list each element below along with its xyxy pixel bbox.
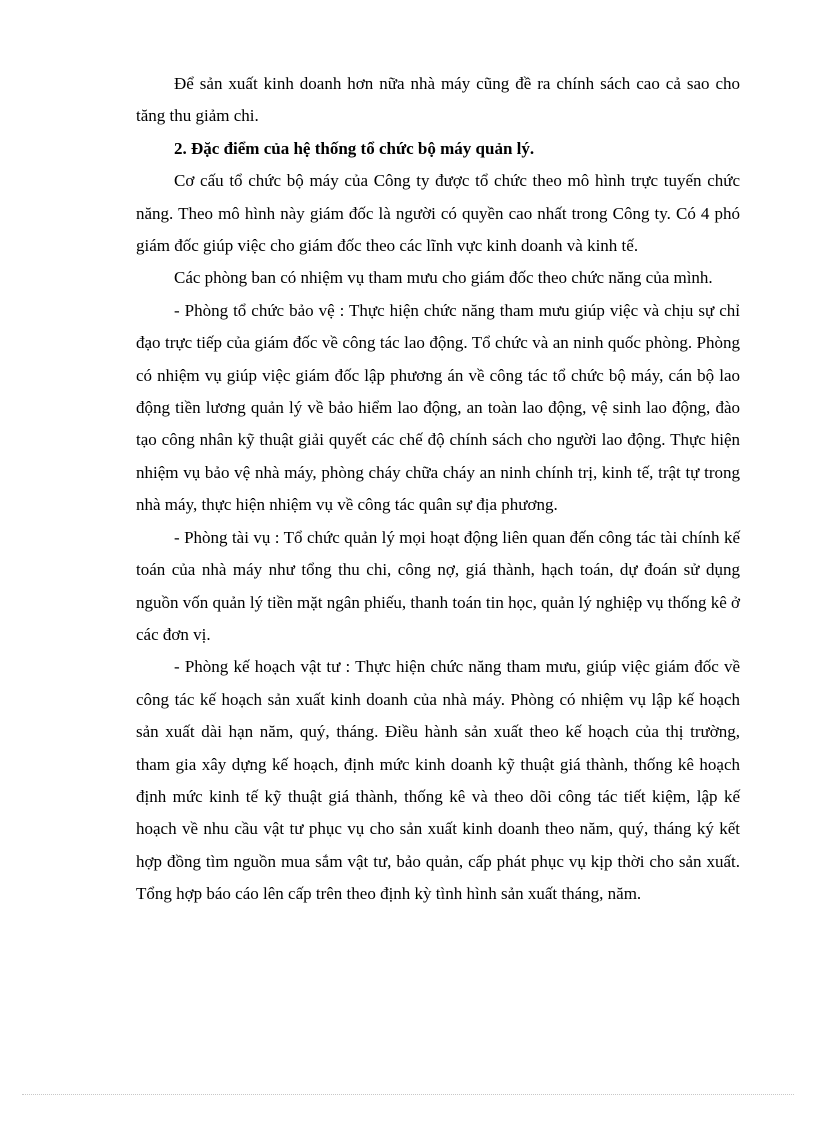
page-bottom-divider xyxy=(22,1094,794,1095)
paragraph-structure: Cơ cấu tổ chức bộ máy của Công ty được tổ chức theo mô hình trực tuyến chức năng. Theo mô hình này giám đốc là người có quyền cao nhất trong Công ty. Có 4 phó giám đốc giúp việc cho giám đốc theo các lĩnh vực kinh doanh và kinh tế. xyxy=(136,171,740,256)
document-page xyxy=(136,68,740,911)
section-heading: 2. Đặc điểm của hệ thống tổ chức bộ máy quản lý. xyxy=(174,138,535,158)
paragraph-security-dept: - Phòng tổ chức bảo vệ : Thực hiện chức năng tham mưu giúp việc và chịu sự chỉ đạo trực tiếp của giám đốc về công tác lao động. Tổ chức và an ninh quốc phòng. Phòng có nhiệm vụ giúp việc giám đốc lập phương án về công tác tổ chức bộ máy, cán bộ lao động tiền lương quản lý về bảo hiểm lao động, an toàn lao động, vệ sinh lao động, đào tạo công nhân kỹ thuật giải quyết các chế độ chính sách cho người lao động. Thực hiện nhiệm vụ bảo vệ nhà máy, phòng cháy chữa cháy an ninh chính trị, kinh tế, trật tự trong nhà máy, thực hiện nhiệm vụ về công tác quân sự địa phương. xyxy=(136,300,740,515)
paragraph-finance-dept: - Phòng tài vụ : Tổ chức quản lý mọi hoạt động liên quan đến công tác tài chính kế toán của nhà máy như tổng thu chi, công nợ, giá thành, hạch toán, dự đoán sử dụng nguồn vốn quản lý tiền mặt ngân phiếu, thanh toán tin học, quản lý nghiệp vụ thống kê ở các đơn vị. xyxy=(136,527,740,644)
paragraph-intro: Để sản xuất kinh doanh hơn nữa nhà máy cũng đề ra chính sách cao cả sao cho tăng thu giảm chi. xyxy=(136,74,740,126)
paragraph-departments: Các phòng ban có nhiệm vụ tham mưu cho giám đốc theo chức năng của mình. xyxy=(174,268,713,288)
paragraph-planning-dept: - Phòng kế hoạch vật tư : Thực hiện chức năng tham mưu, giúp việc giám đốc về công tác kế hoạch sản xuất kinh doanh của nhà máy. Phòng có nhiệm vụ lập kế hoạch sản xuất dài hạn năm, quý, tháng. Điều hành sản xuất theo kế hoạch của thị trường, tham gia xây dựng kế hoạch, định mức kinh doanh kỹ thuật giá thành, thống kê hoạch định mức kinh tế kỹ thuật giá thành, thống kê và theo dõi công tác tiết kiệm, lập kế hoạch về nhu cầu vật tư phục vụ cho sản xuất kinh doanh theo năm, quý, tháng ký kết hợp đồng tìm nguồn mua sắm vật tư, bảo quản, cấp phát phục vụ kịp thời cho sản xuất. Tổng hợp báo cáo lên cấp trên theo định kỳ tình hình sản xuất tháng, năm. xyxy=(136,657,740,904)
